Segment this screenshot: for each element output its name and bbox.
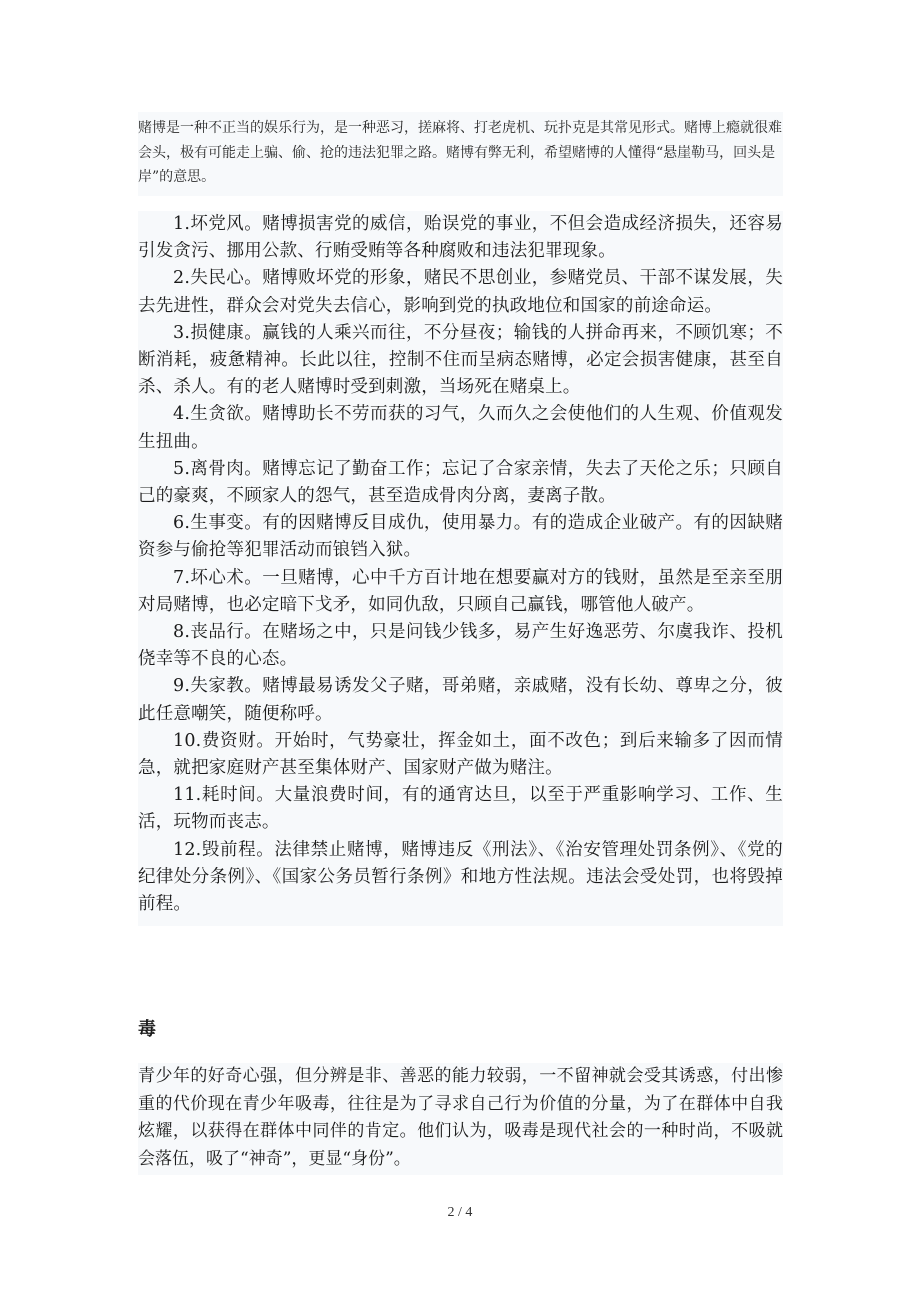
drugs-paragraph: 青少年的好奇心强，但分辨是非、善恶的能力较弱，一不留神就会受其诱惑，付出惨重的代价现在青少年吸毒，往往是为了寻求自己行为价值的分量，为了在群体中自我炫耀，以获得在群体中同伴的肯定。他们认为，吸毒是现代社会的一种时尚，不吸就会落伍，吸了“神奇”，更显“身份”。 [138, 1066, 783, 1169]
list-item: 10.费资财。开始时，气势豪壮，挥金如土，面不改色；到后来输多了因而情急，就把家庭财产甚至集体财产、国家财产做为赌注。 [138, 730, 783, 779]
drugs-section [138, 1063, 783, 1175]
list-item: 12.毁前程。法律禁止赌博，赌博违反《刑法》、《治安管理处罚条例》、《党的纪律处分条例》、《国家公务员暂行条例》和地方性法规。违法会受处罚，也将毁掉前程。 [138, 839, 783, 915]
list-item: 8.丧品行。在赌场之中，只是问钱少钱多，易产生好逸恶劳、尔虞我诈、投机侥幸等不良的心态。 [138, 622, 783, 670]
list-item: 6.生事变。有的因赌博反目成仇，使用暴力。有的造成企业破产。有的因缺赌资参与偷抢等犯罪活动而锒铛入狱。 [138, 513, 783, 561]
intro-paragraph: 赌博是一种不正当的娱乐行为，是一种恶习，搓麻将、打老虎机、玩扑克是其常见形式。赌博上瘾就很难会头，极有可能走上骗、偷、抢的违法犯罪之路。赌博有弊无利，希望赌博的人懂得“悬崖勒马，回头是岸”的意思。 [138, 120, 782, 185]
list-item: 5.离骨肉。赌博忘记了勤奋工作；忘记了合家亲情，失去了天伦之乐；只顾自己的豪爽，不顾家人的怨气，甚至造成骨肉分离，妻离子散。 [138, 458, 783, 507]
list-item: 7.坏心术。一旦赌博，心中千方百计地在想要赢对方的钱财，虽然是至亲至朋对局赌博，也必定暗下戈矛，如同仇敌，只顾自己赢钱，哪管他人破产。 [138, 567, 783, 615]
list-item: 3.损健康。赢钱的人乘兴而往，不分昼夜；输钱的人拼命再来，不顾饥寒；不断消耗，疲惫精神。长此以往，控制不住而呈病态赌博，必定会损害健康，甚至自杀、杀人。有的老人赌博时受到刺激，当场死在赌桌上。 [138, 322, 783, 398]
list-item: 4.生贪欲。赌博助长不劳而获的习气，久而久之会使他们的人生观、价值观发生扭曲。 [138, 404, 783, 452]
page-number: 2 / 4 [447, 1205, 473, 1220]
gambling-intro [138, 112, 783, 196]
list-item: 9.失家教。赌博最易诱发父子赌，哥弟赌，亲戚赌，没有长幼、尊卑之分，彼此任意嘲笑，随便称呼。 [138, 676, 783, 724]
list-item: 1.坏党风。赌博损害党的威信，贻误党的事业，不但会造成经济损失，还容易引发贪污、挪用公款、行贿受贿等各种腐败和违法犯罪现象。 [138, 214, 783, 262]
list-item: 2.失民心。赌博败坏党的形象，赌民不思创业，参赌党员、干部不谋发展，失去先进性，群众会对党失去信心，影响到党的执政地位和国家的前途命运。 [138, 268, 783, 316]
section-heading-drugs: 毒 [138, 1019, 156, 1040]
list-item: 11.耗时间。大量浪费时间，有的通宵达旦，以至于严重影响学习、工作、生活，玩物而丧志。 [138, 785, 783, 833]
gambling-harms-list [138, 211, 783, 926]
